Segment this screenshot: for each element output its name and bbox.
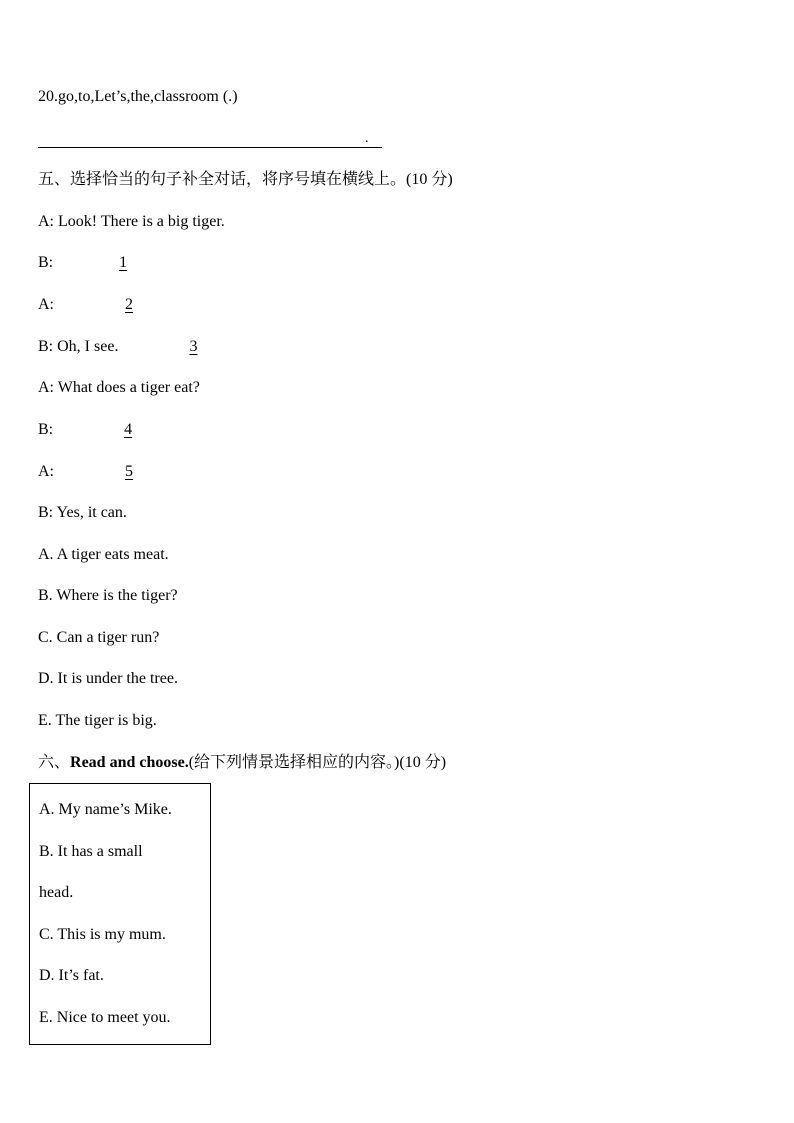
box-option-c: C. This is my mum. <box>39 926 166 943</box>
option-a: A. A tiger eats meat. <box>38 546 169 563</box>
question-20: 20.go,to,Let’s,the,classroom (.) <box>38 88 238 105</box>
speaker: B: <box>38 338 54 355</box>
dialogue-text: Look! There is a big tiger. <box>58 213 225 230</box>
dialogue-text: What does a tiger eat? <box>57 379 200 396</box>
box-option-d: D. It’s fat. <box>39 967 104 984</box>
box-option-a: A. My name’s Mike. <box>39 801 172 818</box>
section-6-number: 六、 <box>38 754 71 771</box>
answer-period: . <box>365 131 369 146</box>
answer-blank-5[interactable]: 5 <box>125 463 133 480</box>
speaker: B: <box>38 421 54 438</box>
option-d: D. It is under the tree. <box>38 670 178 687</box>
dialogue-line-8 <box>38 503 127 523</box>
answer-blank-4[interactable]: 4 <box>124 421 133 438</box>
answer-blank-3[interactable]: 3 <box>189 338 198 355</box>
dialogue-line-7 <box>38 462 199 482</box>
answer-blank-2[interactable]: 2 <box>125 296 133 313</box>
options-box <box>29 783 211 1045</box>
box-option-e: E. Nice to meet you. <box>39 1009 171 1026</box>
dialogue-line-6 <box>38 420 198 440</box>
dialogue-line-1 <box>38 212 225 232</box>
speaker: B: <box>38 254 54 271</box>
dialogue-line-5 <box>38 378 200 398</box>
dialogue-line-4 <box>38 337 263 357</box>
option-e: E. The tiger is big. <box>38 712 157 729</box>
section-6-title-chinese: (给下列情景选择相应的内容。)(10 分) <box>188 754 447 771</box>
section-6-title <box>38 753 446 773</box>
box-option-b-continued: head. <box>39 884 74 901</box>
option-b: B. Where is the tiger? <box>38 587 178 604</box>
dialogue-text: Yes, it can. <box>56 504 127 521</box>
answer-blank-1[interactable]: 1 <box>119 254 128 271</box>
speaker: A: <box>38 463 54 480</box>
option-c: C. Can a tiger run? <box>38 629 160 646</box>
section-6-title-english: Read and choose. <box>70 754 189 771</box>
dialogue-line-3 <box>38 295 199 315</box>
dialogue-text: Oh, I see. <box>57 338 119 355</box>
dialogue-line-2 <box>38 253 193 273</box>
answer-line[interactable] <box>38 147 382 148</box>
speaker: B: <box>38 504 54 521</box>
speaker: A: <box>38 379 54 396</box>
speaker: A: <box>38 213 54 230</box>
section-5-title: 五、选择恰当的句子补全对话，将序号填在横线上。(10 分) <box>38 171 453 188</box>
speaker: A: <box>38 296 54 313</box>
box-option-b: B. It has a small <box>39 843 143 860</box>
